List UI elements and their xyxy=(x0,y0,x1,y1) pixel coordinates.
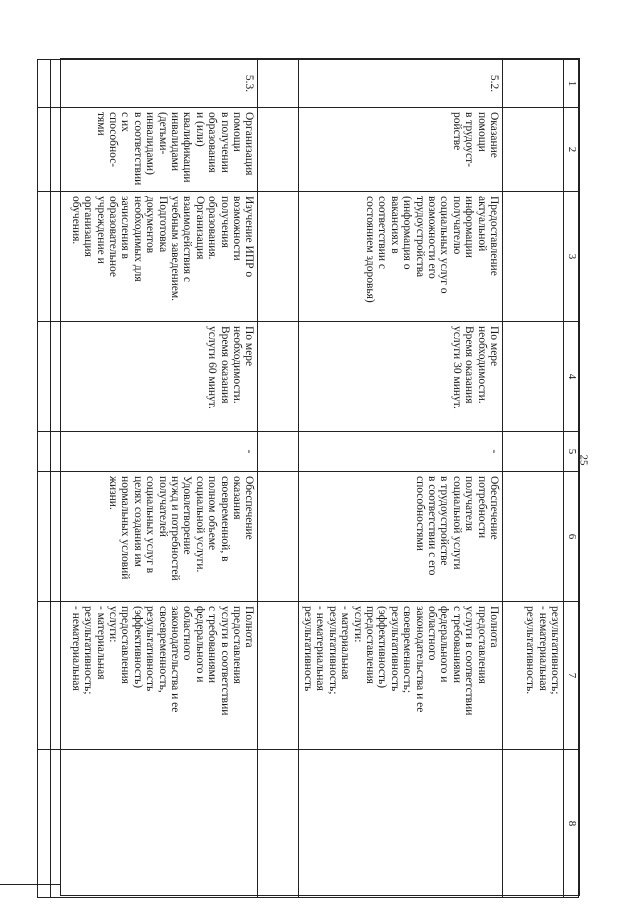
cell-empty xyxy=(38,322,51,432)
header-col-6: 6 xyxy=(564,472,579,602)
service-col5: - xyxy=(51,432,258,472)
cell-empty xyxy=(51,750,258,898)
header-col-2: 2 xyxy=(564,108,579,192)
service-description: Изучение ИПР о возможности получения образования. Организация взаимодействия с учебным заведением. Подготовка документов необходимых для зачисления в образовательное учреждение и организация обучения. xyxy=(51,192,258,322)
services-table xyxy=(60,58,580,896)
service-timing: По мере необходимости. Время оказания услуги 30 минут. xyxy=(299,322,503,432)
service-result: Обеспечение потребности получателя социальной услуги в трудоустройстве в соответствии с его способностями xyxy=(299,472,503,602)
row-number: 5.2. xyxy=(299,60,503,108)
header-col-1: 1 xyxy=(564,60,579,108)
cell-empty xyxy=(258,192,299,322)
cell-empty xyxy=(38,108,51,192)
cell-empty xyxy=(503,750,564,898)
service-timing: По мере необходимости. Время оказания услуги 60 минут. xyxy=(51,322,258,432)
cell-empty xyxy=(503,472,564,602)
page-edge-line xyxy=(0,884,60,885)
header-col-5: 5 xyxy=(564,432,579,472)
cell-empty xyxy=(503,322,564,432)
rotated-table-area xyxy=(60,58,580,896)
page-number: 25 xyxy=(577,454,590,466)
cell-empty xyxy=(503,432,564,472)
cell-quality-continued: результативность; - нематериальная результативность. xyxy=(503,602,564,750)
cell-empty xyxy=(38,602,51,750)
cell-empty xyxy=(503,60,564,108)
header-col-7: 7 xyxy=(564,602,579,750)
table-row-continued xyxy=(503,60,564,898)
service-description: Предоставление актуальной информации получателю социальных услуг о возможности его трудоустройства (информация о вакансиях в соответствии с состоянием здоровья) xyxy=(299,192,503,322)
service-quality: Полнота предоставления услуги в соответствии с требованиями федерального и областного законодательства и ее своевременность; результативность (эффективность) предоставления услуги: - материальная результативность; - нематериальная результативность xyxy=(299,602,503,750)
header-row xyxy=(564,60,579,898)
cell-empty xyxy=(258,472,299,602)
service-quality: Полнота предоставления услуги в соответствии с требованиями федерального и областного законодательства и ее своевременность, результативность (эффективность) предоставления услуги: - материальная результативность; - нематериальная xyxy=(51,602,258,750)
cell-empty xyxy=(299,750,503,898)
header-col-4: 4 xyxy=(564,322,579,432)
cell-empty xyxy=(258,432,299,472)
cell-empty xyxy=(38,472,51,602)
cell-empty xyxy=(503,192,564,322)
row-number: 5.3. xyxy=(51,60,258,108)
cell-empty xyxy=(503,108,564,192)
cell-empty xyxy=(38,750,51,898)
table-row-spacer xyxy=(258,60,299,898)
cell-empty xyxy=(258,602,299,750)
service-name: Оказание помощи в трудоуст- ройстве xyxy=(299,108,503,192)
cell-empty xyxy=(38,432,51,472)
service-col5: - xyxy=(299,432,503,472)
cell-empty xyxy=(258,322,299,432)
table-row xyxy=(51,60,258,898)
service-name: Организация помощи в получении образования и (или) квалификации инвалидами (детьми- инвалидами) в соответствии с их способнос- тями xyxy=(51,108,258,192)
cell-empty xyxy=(258,108,299,192)
cell-empty xyxy=(258,750,299,898)
cell-empty xyxy=(38,192,51,322)
cell-empty xyxy=(38,60,51,108)
table-row-bottom xyxy=(38,60,51,898)
table-row xyxy=(299,60,503,898)
header-col-8: 8 xyxy=(564,750,579,898)
cell-empty xyxy=(258,60,299,108)
header-col-3: 3 xyxy=(564,192,579,322)
service-result: Обеспечение оказания своевременной, в полном объеме социальной услуги. Удовлетворение нужд и потребностей получателей социальных услуг в целях создания им нормальных условий жизни. xyxy=(51,472,258,602)
